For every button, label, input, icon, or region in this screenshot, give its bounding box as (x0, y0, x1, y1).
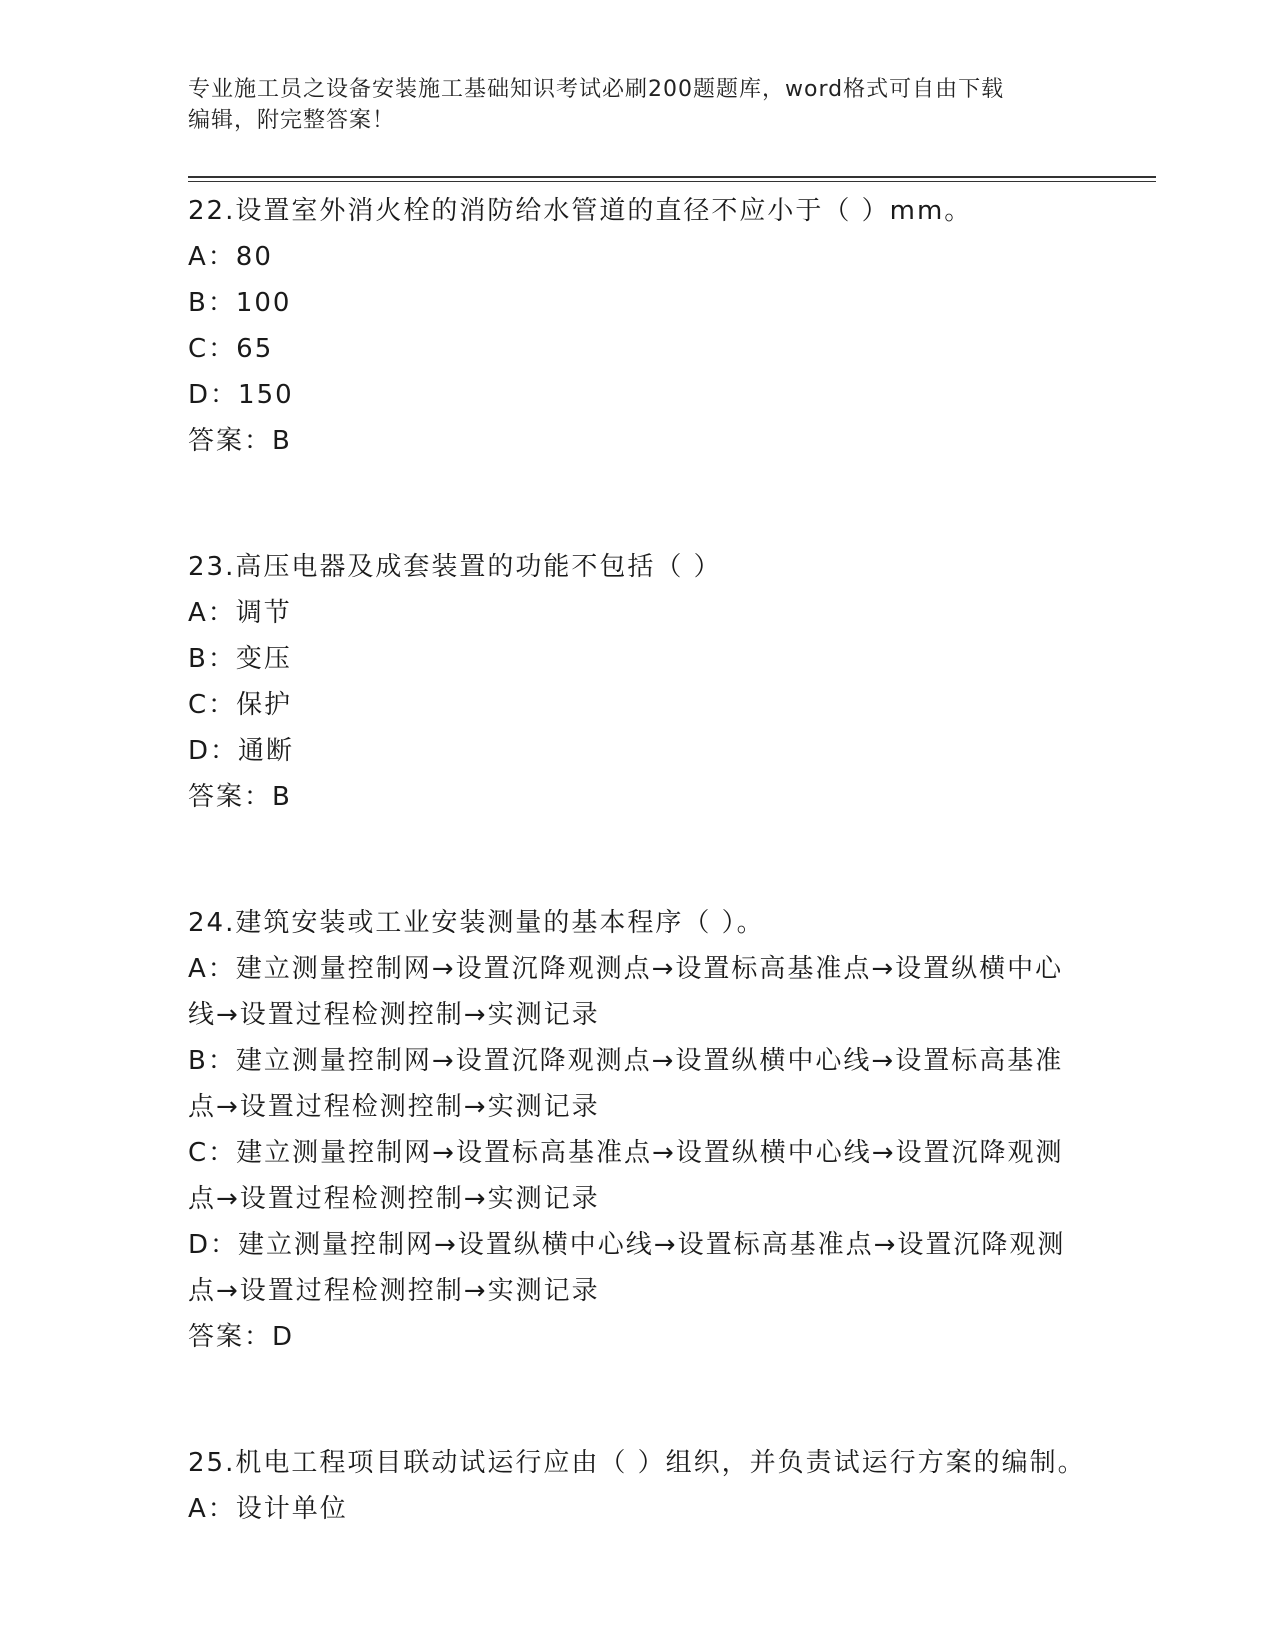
question-stem: 22.设置室外消火栓的消防给水管道的直径不应小于（ ）mm。 (188, 196, 973, 226)
option-b: B：100 (188, 288, 292, 318)
option-d: D：通断 (188, 736, 295, 766)
question-stem: 24.建筑安装或工业安装测量的基本程序（ ）。 (188, 908, 765, 938)
question-24 (188, 900, 1088, 1360)
question-stem: 23.高压电器及成套装置的功能不包括（ ） (188, 552, 722, 582)
option-a: A：调节 (188, 598, 292, 628)
question-22 (188, 188, 1088, 464)
option-c: C：保护 (188, 690, 293, 720)
option-d: D：150 (188, 380, 294, 410)
option-b: B：变压 (188, 644, 292, 674)
header-divider-thick (188, 176, 1156, 178)
answer-text: 答案：B (188, 426, 292, 456)
question-stem: 25.机电工程项目联动试运行应由（ ）组织，并负责试运行方案的编制。 (188, 1448, 1086, 1478)
document-header (188, 74, 1088, 136)
question-list (188, 188, 1088, 1532)
header-line-2: 编辑，附完整答案！ (188, 108, 396, 133)
question-25 (188, 1440, 1088, 1532)
option-d: D：建立测量控制网→设置纵横中心线→设置标高基准点→设置沉降观测点→设置过程检测控制→实测记录 (188, 1230, 1066, 1306)
question-spacer (188, 464, 1088, 544)
option-c: C：建立测量控制网→设置标高基准点→设置纵横中心线→设置沉降观测点→设置过程检测控制→实测记录 (188, 1138, 1064, 1214)
header-line-1: 专业施工员之设备安装施工基础知识考试必刷200题题库，word格式可自由下载 (188, 77, 1005, 102)
question-spacer (188, 820, 1088, 900)
header-divider-thin (188, 181, 1156, 182)
question-spacer (188, 1360, 1088, 1440)
answer-text: 答案：B (188, 782, 292, 812)
option-a: A：设计单位 (188, 1494, 348, 1524)
option-b: B：建立测量控制网→设置沉降观测点→设置纵横中心线→设置标高基准点→设置过程检测控制→实测记录 (188, 1046, 1064, 1122)
option-a: A：建立测量控制网→设置沉降观测点→设置标高基准点→设置纵横中心线→设置过程检测控制→实测记录 (188, 954, 1064, 1030)
question-23 (188, 544, 1088, 820)
option-a: A：80 (188, 242, 273, 272)
answer-text: 答案：D (188, 1322, 295, 1352)
option-c: C：65 (188, 334, 274, 364)
